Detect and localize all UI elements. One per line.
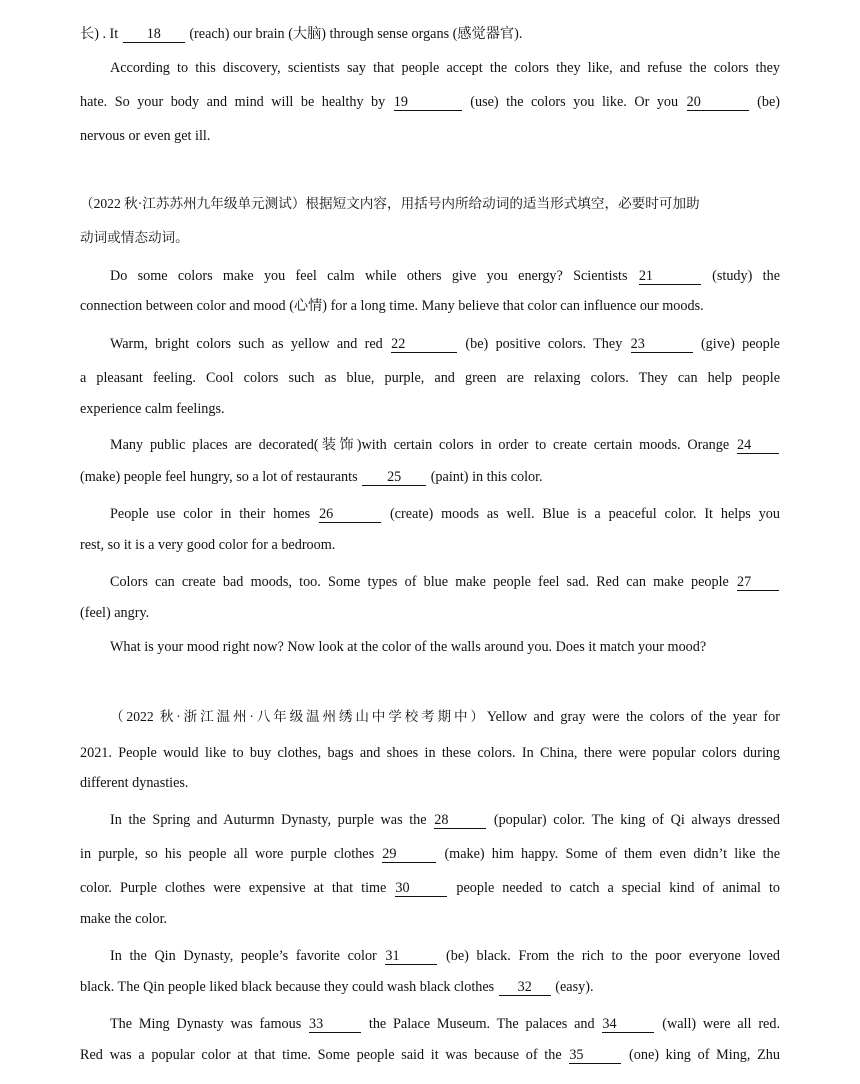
blank-26[interactable]: 26 (319, 506, 381, 523)
blank-28[interactable]: 28 (434, 812, 486, 829)
paragraph-line: The Ming Dynasty was famous 33 the Palace Museum. The palaces and 34 (wall) were all red. (110, 1016, 780, 1032)
paragraph-line: In the Qin Dynasty, people’s favorite color 31 (be) black. From the rich to the poor everyone loved (110, 948, 780, 964)
paragraph-line: 2021. People would like to buy clothes, bags and shoes in these colors. In China, there were popular colors during (80, 745, 780, 761)
blank-35[interactable]: 35 (569, 1047, 621, 1064)
paragraph-line: In the Spring and Auturmn Dynasty, purple was the 28 (popular) color. The king of Qi always dressed (110, 812, 780, 828)
paragraph-line: What is your mood right now? Now look at the color of the walls around you. Does it match your mood? (110, 639, 707, 655)
question-source-header: （2022 秋·浙江温州·八年级温州绣山中学校考期中）Yellow and gray were the colors of the year for (110, 709, 780, 725)
paragraph-line: make the color. (80, 911, 168, 927)
blank-29[interactable]: 29 (382, 846, 436, 863)
blank-22[interactable]: 22 (391, 336, 457, 353)
question-source-header: （2022 秋·江苏苏州九年级单元测试）根据短文内容，用括号内所给动词的适当形式填空，必要时可加助 (80, 196, 700, 211)
paragraph-line: connection between color and mood (心情) for a long time. Many believe that color can influence our moods. (80, 298, 704, 314)
paragraph-line: According to this discovery, scientists say that people accept the colors they like, and refuse the colors they (110, 60, 780, 76)
paragraph-line: Colors can create bad moods, too. Some types of blue make people feel sad. Red can make people 27 (110, 572, 780, 592)
paragraph-line: experience calm feelings. (80, 401, 225, 417)
blank-31[interactable]: 31 (385, 948, 437, 965)
paragraph-line: Many public places are decorated(装饰)with certain colors in order to create certain moods. Orange 24 (110, 435, 780, 455)
blank-27[interactable]: 27 (737, 574, 779, 591)
blank-20[interactable]: 20 (687, 94, 749, 111)
paragraph-line: black. The Qin people liked black because they could wash black clothes 32 (easy). (80, 979, 594, 995)
paragraph-line: in purple, so his people all wore purple clothes 29 (make) him happy. Some of them even didn’t like the (80, 846, 780, 862)
paragraph-line: a pleasant feeling. Cool colors such as blue, purple, and green are relaxing colors. They can help people (80, 370, 780, 386)
paragraph-line: People use color in their homes 26 (create) moods as well. Blue is a peaceful color. It helps you (110, 506, 780, 522)
paragraph-line: (feel) angry. (80, 605, 150, 621)
paragraph-line: 长) . It 18 (reach) our brain (大脑) through sense organs (感觉器官). (80, 26, 523, 42)
paragraph-line: nervous or even get ill. (80, 128, 211, 144)
paragraph-line: hate. So your body and mind will be healthy by 19 (use) the colors you like. Or you 20 (be) (80, 94, 780, 110)
question-instruction: 动词或情态动词。 (80, 230, 189, 245)
paragraph-line: rest, so it is a very good color for a bedroom. (80, 537, 336, 553)
blank-30[interactable]: 30 (395, 880, 447, 897)
blank-19[interactable]: 19 (394, 94, 462, 111)
blank-32[interactable]: 32 (499, 979, 551, 996)
paragraph-line: Red was a popular color at that time. Some people said it was because of the 35 (one) king of Ming, Zhu (80, 1047, 780, 1063)
paragraph-line: (make) people feel hungry, so a lot of restaurants 25 (paint) in this color. (80, 469, 543, 485)
paragraph-line: Do some colors make you feel calm while others give you energy? Scientists 21 (study) the (110, 268, 780, 284)
blank-21[interactable]: 21 (639, 268, 701, 285)
paragraph-line: color. Purple clothes were expensive at that time 30 people needed to catch a special kind of animal to (80, 880, 780, 896)
blank-18[interactable]: 18 (123, 26, 185, 43)
blank-24[interactable]: 24 (737, 437, 779, 454)
blank-23[interactable]: 23 (631, 336, 693, 353)
paragraph-line: different dynasties. (80, 775, 189, 791)
blank-33[interactable]: 33 (309, 1016, 361, 1033)
blank-34[interactable]: 34 (602, 1016, 654, 1033)
paragraph-line: Warm, bright colors such as yellow and red 22 (be) positive colors. They 23 (give) people (110, 336, 780, 352)
blank-25[interactable]: 25 (362, 469, 426, 486)
